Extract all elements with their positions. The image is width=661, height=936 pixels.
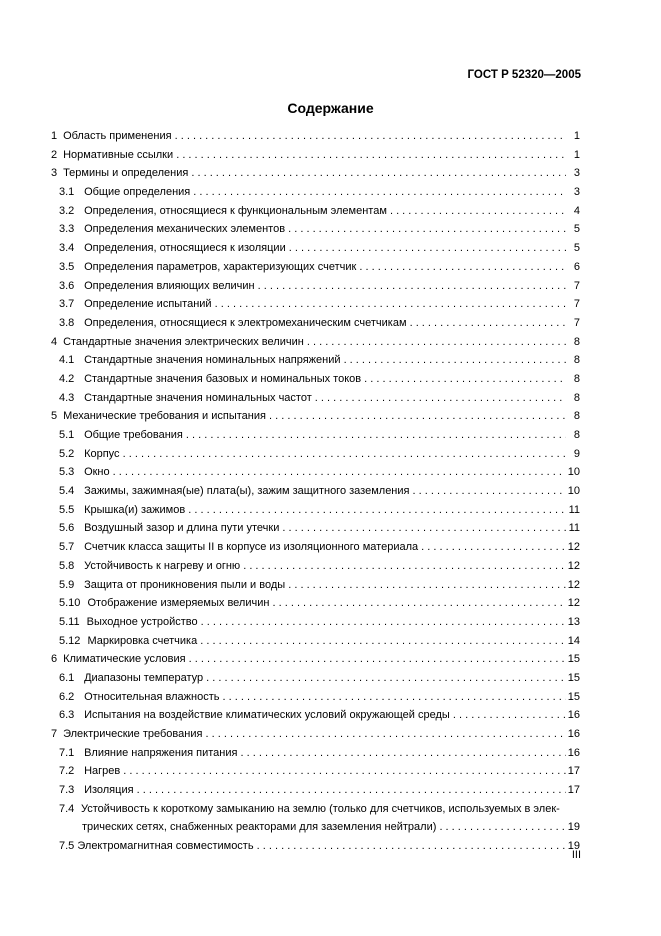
toc-entry-page: 3: [573, 167, 580, 180]
toc-entry-page: 7: [573, 316, 580, 329]
toc-entry-page: 8: [573, 372, 580, 385]
table-of-contents: [51, 127, 580, 856]
toc-entry-number: 7.5: [59, 840, 75, 853]
toc-entry-page: 5: [573, 242, 580, 255]
toc-entry-text: Климатические условия: [63, 653, 186, 666]
toc-entry[interactable]: [51, 463, 580, 482]
toc-entry[interactable]: [51, 482, 580, 501]
toc-entry-text: Испытания на воздействие климатических условий окружающей среды: [84, 709, 450, 722]
toc-entry-text: Электромагнитная совместимость: [77, 840, 254, 853]
toc-entry-number: 4: [51, 335, 58, 348]
toc-entry-page: 16: [567, 728, 580, 740]
toc-entry[interactable]: [51, 744, 580, 763]
toc-entry-number: 6.1: [59, 671, 75, 684]
toc-entry-page: 9: [573, 447, 580, 460]
toc-entry[interactable]: [51, 314, 580, 333]
toc-entry-page: 12: [567, 559, 580, 572]
toc-entry-text: Воздушный зазор и длина пути утечки: [84, 522, 280, 535]
toc-entry[interactable]: [51, 258, 580, 277]
toc-entry-page: 10: [567, 485, 580, 498]
toc-entry-number: 5.9: [59, 578, 75, 591]
toc-entry-text: Нагрев: [84, 765, 121, 778]
toc-entry-page: 4: [573, 204, 580, 217]
toc-entry-number: 6.3: [59, 709, 75, 722]
toc-entry-text: Зажимы, зажимная(ые) плата(ы), зажим защитного заземления: [84, 485, 410, 498]
toc-entry-page: 12: [567, 541, 580, 554]
toc-entry-text: Окно: [84, 466, 110, 479]
toc-entry[interactable]: [51, 202, 580, 221]
toc-entry-text: Диапазоны температур: [84, 671, 204, 684]
toc-entry-number: 5.10: [59, 597, 81, 610]
toc-entry-page: 10: [567, 466, 580, 479]
toc-entry[interactable]: [51, 725, 580, 744]
toc-entry[interactable]: [51, 669, 580, 688]
toc-entry-number: 6: [51, 653, 58, 666]
toc-entry-page: 11: [568, 503, 580, 516]
toc-entry-page: 16: [567, 709, 580, 722]
toc-entry[interactable]: [51, 426, 580, 445]
toc-entry[interactable]: [51, 594, 580, 613]
toc-entry-number: 4.1: [59, 354, 75, 367]
toc-entry-number: 1: [51, 130, 58, 142]
toc-entry-text: Маркировка счетчика: [87, 634, 198, 647]
toc-entry-text: Выходное устройство: [86, 615, 198, 628]
toc-entry-text: Корпус: [84, 447, 120, 460]
toc-entry-number: 4.2: [59, 372, 75, 385]
toc-entry-number: 7.3: [59, 784, 75, 797]
toc-entry-page: 14: [567, 634, 580, 647]
toc-entry-page: 8: [573, 354, 580, 367]
toc-entry-page: 5: [573, 223, 580, 236]
toc-entry-number: 5.2: [59, 447, 75, 460]
toc-entry-number: 5.11: [59, 615, 80, 628]
toc-entry-number: 7.1: [59, 746, 75, 759]
toc-entry-page: 6: [573, 260, 580, 273]
toc-entry-page: 11: [568, 522, 580, 535]
toc-entry-number: 5: [51, 410, 58, 423]
toc-entry[interactable]: [51, 576, 580, 595]
toc-entry-number: 7: [51, 728, 58, 740]
toc-entry-text: Нормативные ссылки: [63, 148, 174, 161]
page-number: III: [571, 849, 581, 861]
toc-entry[interactable]: [51, 370, 580, 389]
toc-entry-page: 8: [573, 391, 580, 404]
toc-entry-text: Относительная влажность: [84, 690, 220, 703]
toc-entry-page: 7: [573, 279, 580, 292]
toc-entry-text: Определения, относящиеся к изоляции: [84, 242, 286, 255]
toc-entry[interactable]: [51, 146, 580, 165]
toc-entry[interactable]: [51, 632, 580, 651]
toc-entry-number: 3.1: [59, 186, 75, 199]
toc-entry-text: Стандартные значения базовых и номинальных токов: [84, 372, 362, 385]
toc-entry[interactable]: [51, 688, 580, 707]
toc-entry-number: 3.2: [59, 204, 75, 217]
toc-entry-page: 8: [573, 335, 580, 348]
toc-entry-page: 12: [567, 578, 580, 591]
toc-entry-text: Общие определения: [84, 186, 191, 199]
toc-entry-page: 8: [573, 429, 580, 441]
toc-entry-text: Определения механических элементов: [84, 223, 286, 236]
toc-entry-number: 3.7: [59, 298, 75, 311]
toc-entry[interactable]: [51, 445, 580, 464]
toc-entry-text: Крышка(и) зажимов: [84, 503, 186, 516]
toc-entry-number: 4.3: [59, 391, 75, 404]
toc-entry-text: Стандартные значения номинальных частот: [84, 391, 312, 404]
toc-entry-page: 17: [567, 784, 580, 797]
toc-entry-text-line1: Устойчивость к короткому замыканию на землю (только для счетчиков, используемых в элек-: [81, 802, 560, 815]
toc-entry-text: Защита от проникновения пыли и воды: [84, 578, 286, 591]
toc-entry-7-5[interactable]: [51, 837, 580, 856]
toc-entry[interactable]: [51, 538, 580, 557]
toc-entry[interactable]: [51, 613, 580, 632]
toc-entry-number: 3.5: [59, 260, 75, 273]
toc-entry-text: Влияние напряжения питания: [84, 746, 238, 759]
toc-entry-number: 3.4: [59, 242, 75, 255]
toc-entry-number: 6.2: [59, 690, 75, 703]
toc-entry[interactable]: [51, 407, 580, 426]
toc-entry-number: 2: [51, 148, 58, 161]
toc-entry-number: 5.6: [59, 522, 75, 535]
toc-entry[interactable]: [51, 333, 580, 352]
toc-entry-number: 5.4: [59, 485, 75, 498]
toc-entry-text: Отображение измеряемых величин: [87, 597, 270, 610]
toc-entry[interactable]: [51, 239, 580, 258]
toc-entry[interactable]: [51, 164, 580, 183]
toc-entry-page: 3: [573, 186, 580, 199]
toc-entry-text: Стандартные значения номинальных напряжений: [84, 354, 341, 367]
toc-entry-text: Стандартные значения электрических величин: [63, 335, 304, 348]
toc-entry-number: 3.6: [59, 279, 75, 292]
toc-entry-number: 5.3: [59, 466, 75, 479]
toc-entry-text: Определения параметров, характеризующих счетчик: [84, 260, 357, 273]
toc-entry[interactable]: [51, 706, 580, 725]
toc-entry-page: 8: [573, 410, 580, 423]
toc-entry-page: 19: [567, 821, 580, 834]
toc-entry-text: Область применения: [63, 130, 172, 142]
toc-entry-text: Определения, относящиеся к функциональным элементам: [84, 204, 387, 217]
toc-entry-page: 17: [567, 765, 580, 778]
toc-entry-page: 16: [567, 746, 580, 759]
toc-entry[interactable]: [51, 351, 580, 370]
toc-entry-number: 5.5: [59, 503, 75, 516]
toc-entry-text: Изоляция: [84, 784, 134, 797]
toc-entry[interactable]: [51, 295, 580, 314]
toc-entry-page: 15: [567, 653, 580, 666]
toc-entry-page: 13: [567, 615, 580, 628]
toc-entry-page: 12: [567, 597, 580, 610]
toc-entry[interactable]: [51, 389, 580, 408]
toc-entry-text: Устойчивость к нагреву и огню: [84, 559, 241, 572]
toc-entry-page: 19: [567, 840, 580, 853]
toc-entry-text: Определения влияющих величин: [84, 279, 255, 292]
toc-entry-number: 3.3: [59, 223, 75, 236]
toc-entry-page: 7: [573, 298, 580, 311]
toc-entry-number: 5.7: [59, 541, 75, 554]
toc-entry[interactable]: [51, 501, 580, 520]
toc-entry-number: 3: [51, 167, 58, 180]
standard-code: ГОСТ Р 52320—2005: [467, 69, 581, 81]
toc-entry[interactable]: [51, 277, 580, 296]
toc-entry[interactable]: [51, 650, 580, 669]
toc-entry[interactable]: [51, 781, 580, 800]
toc-entry[interactable]: [51, 220, 580, 239]
toc-entry-number: 5.8: [59, 559, 75, 572]
toc-entry-number: 7.2: [59, 765, 75, 778]
toc-entry-page: 15: [567, 690, 580, 703]
toc-entry[interactable]: [51, 183, 580, 202]
toc-entry-number: 5.1: [59, 429, 75, 441]
toc-entry-7-4[interactable]: [51, 800, 580, 837]
toc-entry-page: 1: [573, 148, 580, 161]
toc-entry[interactable]: [51, 762, 580, 781]
toc-entry[interactable]: [51, 519, 580, 538]
toc-entry-text: Общие требования: [84, 429, 183, 441]
toc-entry-number: 3.8: [59, 316, 75, 329]
toc-entry-text: Термины и определения: [63, 167, 189, 180]
toc-entry-text: Счетчик класса защиты II в корпусе из изоляционного материала: [84, 541, 419, 554]
toc-entry-text: Механические требования и испытания: [63, 410, 266, 423]
toc-entry-page: 15: [567, 671, 580, 684]
toc-entry-text: Определение испытаний: [84, 298, 212, 311]
toc-entry-text: Определения, относящиеся к электромеханическим счетчикам: [84, 316, 407, 329]
toc-entry-text: Электрические требования: [63, 728, 203, 740]
toc-entry-number: 5.12: [59, 634, 81, 647]
toc-entry[interactable]: [51, 127, 580, 146]
toc-entry[interactable]: [51, 557, 580, 576]
toc-entry-number: 7.4: [59, 802, 75, 815]
toc-entry-text-line2: трических сетях, снабженных реакторами для заземления нейтрали) . . .: [82, 818, 566, 837]
page-title: Содержание: [287, 100, 374, 116]
toc-entry-page: 1: [573, 130, 580, 142]
